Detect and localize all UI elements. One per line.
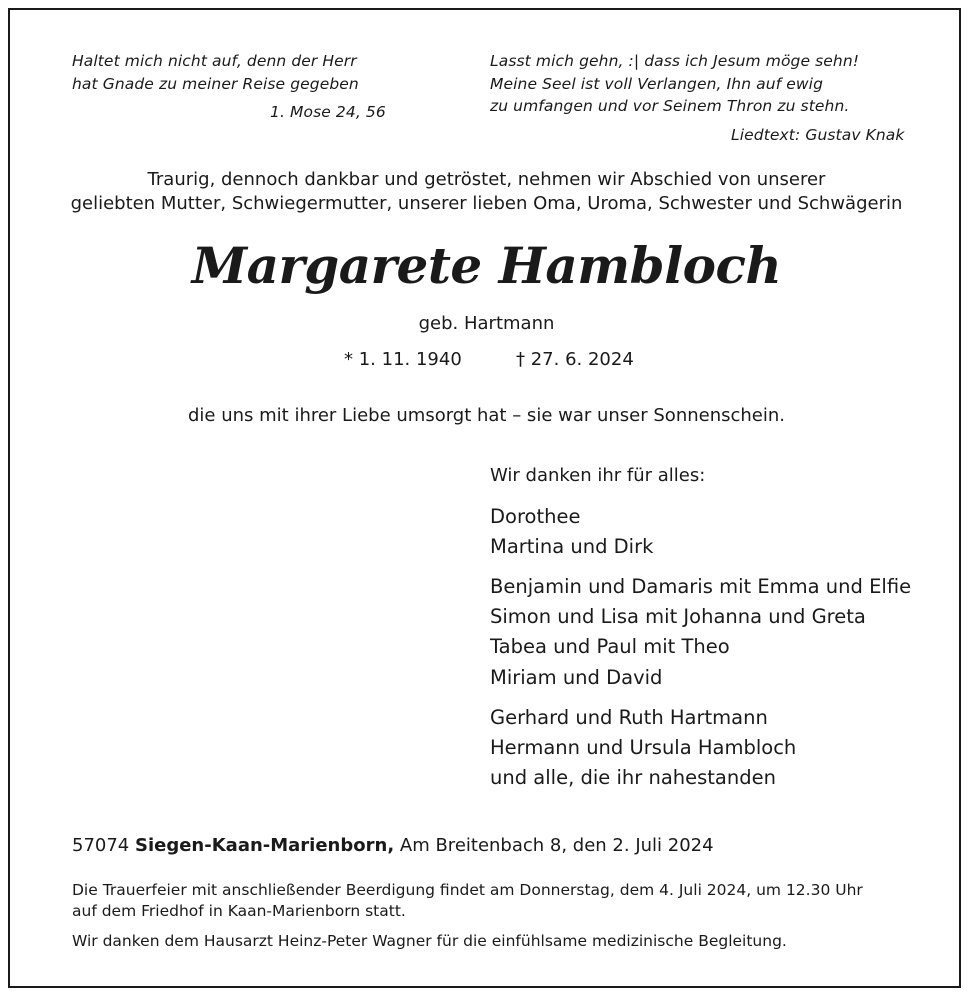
mourner-name: Martina und Dirk [490, 535, 654, 559]
doctor-thanks: Wir danken dem Hausarzt Heinz-Peter Wagner für die einfühlsame medizinische Begleitung. [72, 932, 787, 950]
mourner-name: Hermann und Ursula Hambloch [490, 736, 797, 760]
death-date: † 27. 6. 2024 [516, 349, 634, 370]
deceased-name: Margarete Hambloch [191, 236, 782, 295]
funeral-info-line: auf dem Friedhof in Kaan-Marienborn statt. [72, 902, 406, 920]
funeral-info-line: Die Trauerfeier mit anschließender Beerdigung findet am Donnerstag, dem 4. Juli 2024, um 12.30 Uhr [72, 881, 863, 899]
hymn-quote-line: zu umfangen und vor Seinem Thron zu stehn. [490, 97, 850, 115]
hymn-quote-line: Meine Seel ist voll Verlangen, Ihn auf ewig [490, 74, 824, 93]
intro-text [0, 168, 973, 216]
mourner-name: Tabea und Paul mit Theo [490, 635, 730, 659]
postcode: 57074 [72, 835, 130, 856]
mourner-name: Dorothee [490, 505, 581, 528]
mourners-group-children [490, 502, 653, 562]
birth-date: * 1. 11. 1940 [344, 349, 462, 370]
tagline: die uns mit ihrer Liebe umsorgt hat – sie war unser Sonnenschein. [187, 405, 785, 426]
hymn-quote [490, 50, 859, 118]
bible-quote-source: 1. Mose 24, 56 [270, 103, 386, 121]
mourners-group-grandchildren [490, 572, 911, 693]
mourner-name: Simon und Lisa mit Johanna und Greta [490, 605, 866, 629]
intro-line: Traurig, dennoch dankbar und getröstet, nehmen wir Abschied von unserer [147, 169, 826, 190]
street-date: Am Breitenbach 8, den 2. Juli 2024 [399, 835, 714, 856]
bible-quote [72, 50, 359, 95]
intro-line: geliebten Mutter, Schwiegermutter, unserer lieben Oma, Uroma, Schwester und Schwägerin [70, 193, 903, 214]
mourner-name: Benjamin und Damaris mit Emma und Elfie [490, 575, 912, 598]
bible-quote-line: hat Gnade zu meiner Reise gegeben [72, 74, 359, 93]
mourner-name: und alle, die ihr nahestanden [490, 766, 776, 790]
birth-name: geb. Hartmann [418, 313, 555, 334]
thanks-heading: Wir danken ihr für alles: [490, 465, 706, 486]
town: Siegen-Kaan-Marienborn, [135, 835, 395, 856]
hymn-quote-line: Lasst mich gehn, :| dass ich Jesum möge sehn! [490, 52, 860, 70]
mourner-name: Miriam und David [490, 665, 663, 689]
hymn-quote-source: Liedtext: Gustav Knak [731, 126, 905, 144]
mourners-group-relatives [490, 703, 796, 794]
mourner-name: Gerhard und Ruth Hartmann [490, 706, 768, 729]
address-line [72, 834, 714, 858]
funeral-info [72, 880, 863, 922]
bible-quote-line: Haltet mich nicht auf, denn der Herr [72, 52, 357, 70]
